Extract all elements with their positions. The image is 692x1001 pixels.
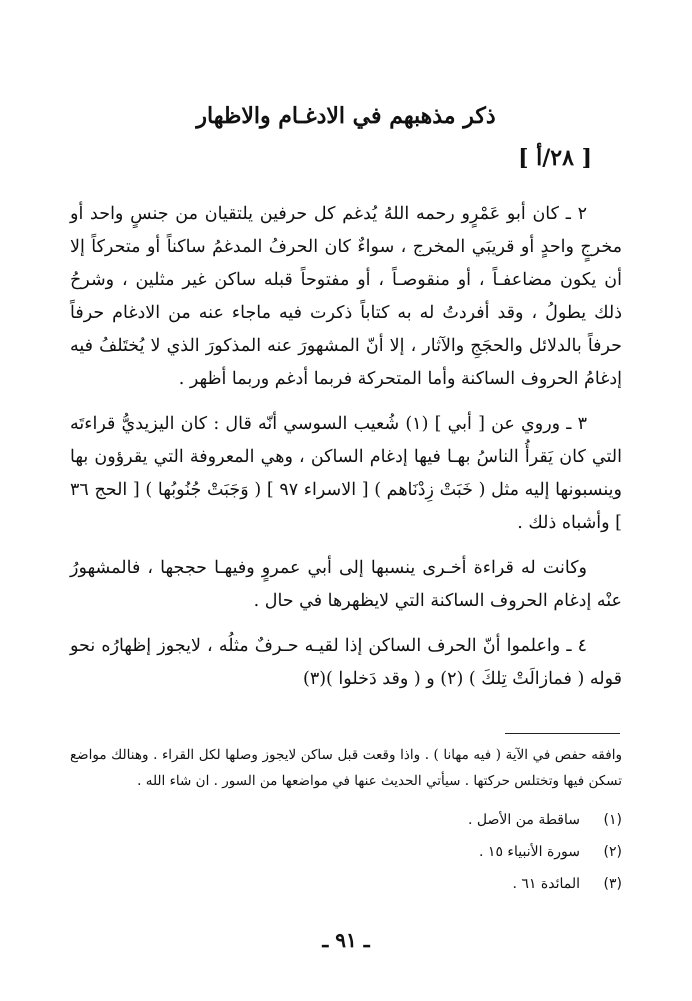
- footnotes-section: [70, 742, 622, 900]
- footnote-item: [70, 804, 622, 836]
- folio-marker: [ ٢٨/أ ]: [518, 145, 592, 171]
- footnote-number: (١): [603, 812, 622, 828]
- footnote-number: (٢): [603, 844, 622, 860]
- paragraph-3: ٣ ـ وروي عن [ أبي ] (١) شُعيب السوسي أنّه قال : كان اليزيديُّ قراءتَه التي كان يَقرأُ الناسُ بهـا فيها إدغام الساكن ، وهي المعروفة التي يقرؤون بها وينسبونها إليه مثل ( خَبَتْ زِدْنَاهم ) [ الاسراء ٩٧ ] ( وَجَبَتْ جُنُوبُها ) [ الحج ٣٦ ] وأشباه ذلك .: [70, 414, 622, 533]
- footnote-continuation: وافقه حفص في الآية ( فيه مهانا ) . واذا وقعت قبل ساكن لايجوز وصلها لكل القراء . وهنالك مواضع تسكن فيها وتختلس حركتها . سيأتي الحديث عنها في مواضعها من السور . ان شاء الله .: [70, 747, 622, 789]
- paragraph-4: ٤ ـ واعلموا أنّ الحرف الساكن إذا لقيـه حـرفٌ مثلُه ، لايجوز إظهارُه نحو قوله ( فمازالَتْ تِلكَ ) (٢) و ( وقد دَخلوا )(٣): [70, 636, 622, 689]
- paragraph-3-continuation: وكانت له قراءة أخـرى ينسبها إلى أبي عمروٍ وفيهـا حججها ، فالمشهورُ عنْه إدغام الحروف الساكنة التي لايظهرها في حال .: [70, 558, 622, 611]
- footnote-item: [70, 836, 622, 868]
- section-heading: ذكر مذهبهم في الادغـام والاظهار: [196, 103, 496, 129]
- footnote-item: [70, 868, 622, 900]
- footnote-text: المائدة ٦١ .: [512, 876, 580, 892]
- page-number: ـ ٩١ ـ: [322, 928, 370, 952]
- paragraph-2: ٢ ـ كان أبو عَمْرٍو رحمه اللهُ يُدغم كل حرفين يلتقيان من جنسٍ واحد أو مخرجٍ واحدٍ أو قريبَي المخرج ، سواءٌ كان الحرفُ المدغمُ ساكناً أو متحركاً إلا أن يكون مضاعفـاً ، أو منقوصـاً ، أو مفتوحاً قبله ساكن غير مثلين ، وشرحُ ذلك يطولُ ، وقد أفردتُ له به كتاباً ذكرت فيه ماجاء عنه من الادغام حرفاً حرفاً بالدلائل والحجَجِ والآثار ، إلا أنّ المشهورَ عنه المذكورَ الذي لا يُختَلفُ فيه إدغامُ الحروف الساكنة وأما المتحركة فربما أدغم وربما أظهر .: [70, 204, 622, 389]
- footnote-list: [70, 804, 622, 900]
- main-text: [70, 198, 622, 696]
- footnote-text: ساقطة من الأصل .: [468, 812, 580, 828]
- footnote-number: (٣): [603, 876, 622, 892]
- footnote-text: سورة الأنبياء ١٥ .: [479, 844, 580, 860]
- footnote-divider: [505, 733, 620, 734]
